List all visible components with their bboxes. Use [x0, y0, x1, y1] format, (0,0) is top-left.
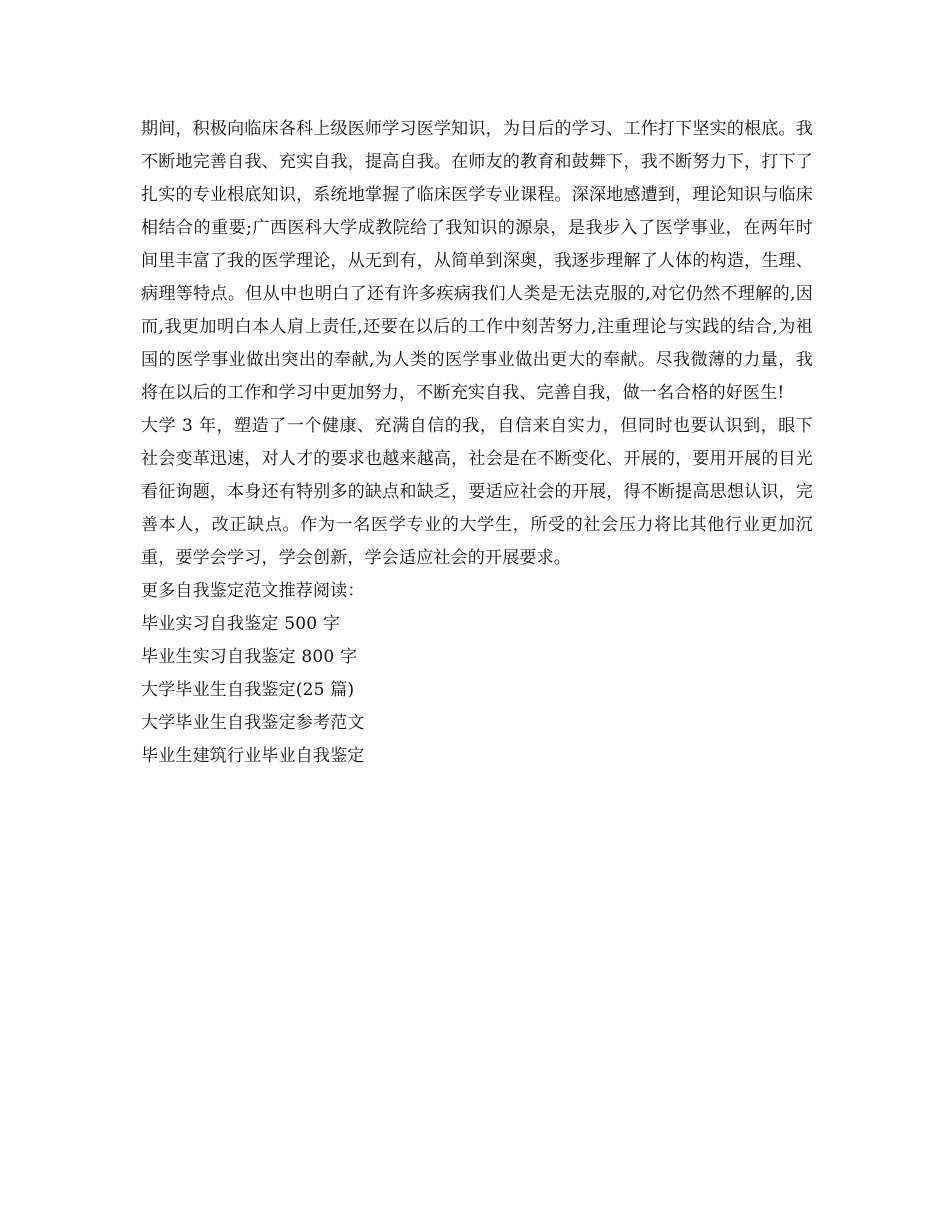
recommend-heading: 更多自我鉴定范文推荐阅读： — [141, 581, 365, 601]
recommend-list — [141, 608, 813, 773]
body-paragraph-1: 期间，积极向临床各科上级医师学习医学知识，为日后的学习、工作打下坚实的根底。我不断地完善自我、充实自我，提高自我。在师友的教育和鼓舞下，我不断努力下，打下了扎实的专业根底知识，系统地掌握了临床医学专业课程。深深地感遭到，理论知识与临床相结合的重要;广西医科大学成教院给了我知识的源泉，是我步入了医学事业，在两年时间里丰富了我的医学理论，从无到有，从简单到深奥，我逐步理解了人体的构造，生理、病理等特点。但从中也明白了还有许多疾病我们人类是无法克服的,对它仍然不理解的,因而,我更加明白本人肩上责任,还要在以后的工作中刻苦努力,注重理论与实践的结合,为祖国的医学事业做出突出的奉献,为人类的医学事业做出更大的奉献。尽我微薄的力量，我将在以后的工作和学习中更加努力，不断充实自我、完善自我，做一名合格的好医生! — [141, 119, 813, 403]
recommend-link-5[interactable]: 毕业生建筑行业毕业自我鉴定 — [141, 746, 365, 766]
recommend-link-1[interactable]: 毕业实习自我鉴定 500 字 — [141, 614, 341, 634]
document-body — [141, 113, 813, 773]
recommend-link-2[interactable]: 毕业生实习自我鉴定 800 字 — [141, 647, 358, 667]
recommend-link-4[interactable]: 大学毕业生自我鉴定参考范文 — [141, 713, 365, 733]
body-paragraph-2: 大学 3 年，塑造了一个健康、充满自信的我，自信来自实力，但同时也要认识到，眼下社会变革迅速，对人才的要求也越来越高，社会是在不断变化、开展的，要用开展的目光看征询题，本身还有特别多的缺点和缺乏，要适应社会的开展，得不断提高思想认识，完善本人，改正缺点。作为一名医学专业的大学生，所受的社会压力将比其他行业更加沉重，要学会学习，学会创新，学会适应社会的开展要求。 — [141, 416, 813, 568]
recommend-link-3[interactable]: 大学毕业生自我鉴定(25 篇) — [141, 680, 355, 700]
